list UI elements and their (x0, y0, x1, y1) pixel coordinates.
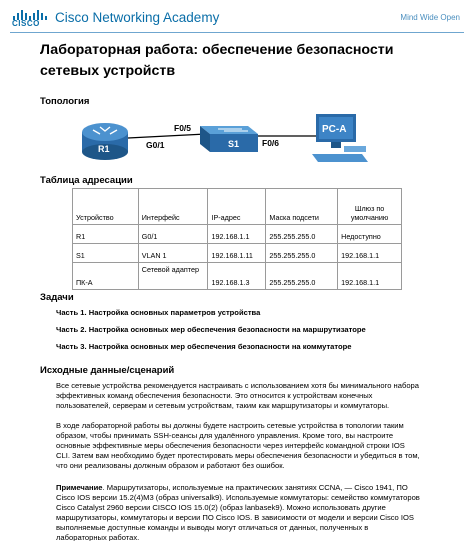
pca-label: PC-A (322, 124, 347, 135)
table-cell: 255.255.255.0 (266, 225, 338, 244)
col-header-gateway: Шлюз по умолчанию (338, 189, 402, 225)
table-header-row (73, 189, 402, 225)
table-cell: Недоступно (338, 225, 402, 244)
tasks-heading: Задачи (40, 292, 74, 303)
pc-a-icon (312, 114, 368, 162)
col-header-device: Устройство (73, 189, 139, 225)
cisco-logo-text: CISCO (12, 19, 40, 28)
topology-diagram (78, 112, 378, 168)
col-header-mask: Маска подсети (266, 189, 338, 225)
tagline: Mind Wide Open (400, 13, 460, 22)
topology-heading: Топология (40, 96, 90, 107)
address-table-heading: Таблица адресации (40, 175, 133, 186)
table-cell: 255.255.255.0 (266, 263, 338, 290)
if-label-g01: G0/1 (146, 140, 165, 150)
table-row (73, 263, 402, 290)
background-paragraph: В ходе лабораторной работы вы должны будете настроить сетевые устройства в топологии таким образом, чтобы принимать SSH-сеансы для удалённого управления. Кроме того, вы настроите основные эффективные меры обеспечения безопасности через интерфейс командной строки IOS CLI. Затем вам необходимо будет протестировать меры обеспечения безопасности и убедиться в том, что они реализованы должным образом и работают без ошибок. (56, 421, 420, 470)
col-header-ip: IP-адрес (208, 189, 266, 225)
table-cell: R1 (73, 225, 139, 244)
router-r1-icon (82, 123, 128, 160)
table-cell: ПК-А (73, 263, 139, 290)
table-cell: VLAN 1 (138, 244, 208, 263)
table-cell: Сетевой адаптер (138, 263, 208, 290)
table-row (73, 225, 402, 244)
s1-label: S1 (228, 139, 240, 149)
col-header-interface: Интерфейс (138, 189, 208, 225)
table-cell: 192.168.1.1 (208, 225, 266, 244)
background-heading: Исходные данные/сценарий (40, 365, 175, 376)
table-cell: 192.168.1.1 (338, 263, 402, 290)
task-item: Часть 2. Настройка основных мер обеспечения безопасности на маршрутизаторе (56, 325, 366, 334)
table-cell: 255.255.255.0 (266, 244, 338, 263)
table-cell: 192.168.1.1 (338, 244, 402, 263)
if-label-f05: F0/5 (174, 123, 192, 133)
table-cell: 192.168.1.3 (208, 263, 266, 290)
task-item: Часть 1. Настройка основных параметров устройства (56, 308, 261, 317)
table-row (73, 244, 402, 263)
page-title: Лабораторная работа: обеспечение безопасности сетевых устройств (40, 42, 394, 79)
page-header (0, 0, 474, 34)
link-r1-s1 (128, 134, 206, 138)
table-cell: 192.168.1.11 (208, 244, 266, 263)
table-cell: G0/1 (138, 225, 208, 244)
academy-title: Cisco Networking Academy (55, 10, 220, 25)
if-label-f06: F0/6 (262, 138, 280, 148)
note-text: . Маршрутизаторы, используемые на практических занятиях CCNA, — Cisco 1941, ПО Cisco IOS версии 15.2(4)M3 (образ universalk9). Используемые коммутаторы: семейство коммутаторов Cisco Catalyst 2960 версии CISCO IOS 15.0(2) (образ lanbasek9). Можно использовать другие маршрутизаторы, коммутаторы и версии ПО Cisco IOS. В зависимости от модели и версии Cisco IOS выполняемые доступные команды и выводы могут отличаться от данных, полученных в лабораторных работах. (56, 483, 420, 541)
note-paragraph (56, 483, 420, 541)
address-table (72, 188, 402, 290)
note-label: Примечание (56, 483, 103, 492)
background-paragraph: Все сетевые устройства рекомендуется настраивать с использованием хотя бы минимального набора эффективных команд обеспечения безопасности. Это относится к устройствам конечных пользователей, серверам и сетевым устройствам, таким как маршрутизаторы и коммутаторы. (56, 381, 419, 410)
table-cell: S1 (73, 244, 139, 263)
header-divider (10, 32, 464, 33)
task-item: Часть 3. Настройка основных мер обеспечения безопасности на коммутаторе (56, 342, 352, 351)
r1-label: R1 (98, 144, 110, 154)
